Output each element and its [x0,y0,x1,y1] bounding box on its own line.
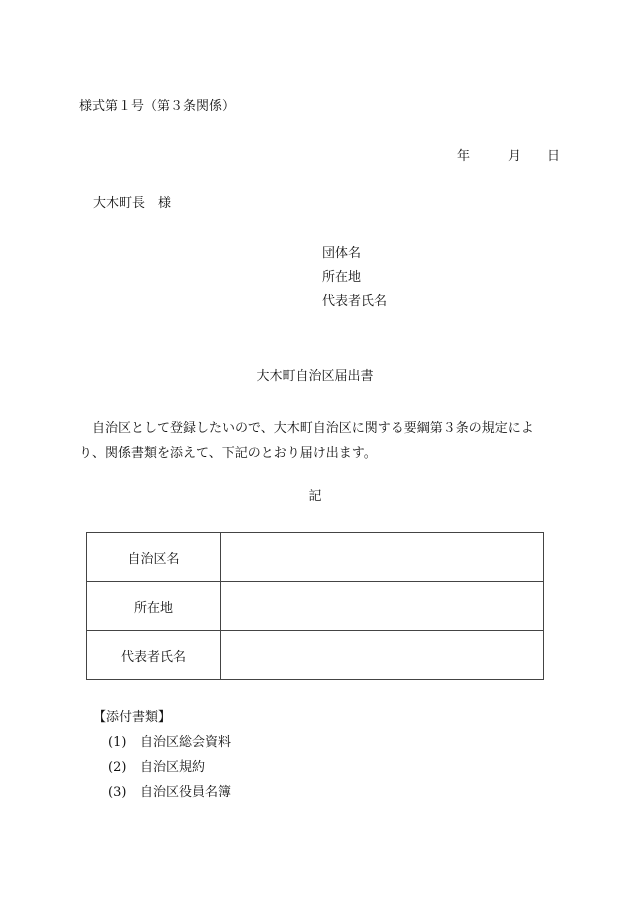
table-value[interactable] [221,582,544,631]
body-text: 自治区として登録したいので、大木町自治区に関する要綱第３条の規定により、関係書類を添えて、下記のとおり届け出ます。 [79,421,534,461]
ki-heading: 記 [308,489,322,504]
org-name-label: 団体名 [322,246,362,261]
addressee: 大木町長 様 [93,196,172,211]
date-day: 日 [547,149,561,164]
attachment-text: 自治区役員名簿 [140,785,232,800]
table-value[interactable] [221,533,544,582]
document-title: 大木町自治区届出書 [256,369,374,384]
table-row [87,631,544,680]
date-year: 年 [457,149,471,164]
org-representative-label: 代表者氏名 [322,294,388,309]
date-month: 月 [508,149,522,164]
attachment-number: (3) [108,785,127,800]
attachment-text: 自治区総会資料 [140,735,232,750]
table-row [87,533,544,582]
info-table [86,532,544,680]
org-address-label: 所在地 [322,270,362,285]
attachment-item [108,761,205,774]
table-label: 自治区名 [87,533,221,582]
attachment-item [108,736,231,749]
table-value[interactable] [221,631,544,680]
table-label: 所在地 [87,582,221,631]
table-label: 代表者氏名 [87,631,221,680]
form-number: 様式第１号（第３条関係） [79,99,236,114]
attachment-number: (1) [108,735,127,750]
date-line [457,150,560,163]
attachment-text: 自治区規約 [140,760,206,775]
attachment-item [108,786,231,799]
table-row [87,582,544,631]
attachment-number: (2) [108,760,127,775]
attachments-title: 【添付書類】 [93,710,172,725]
